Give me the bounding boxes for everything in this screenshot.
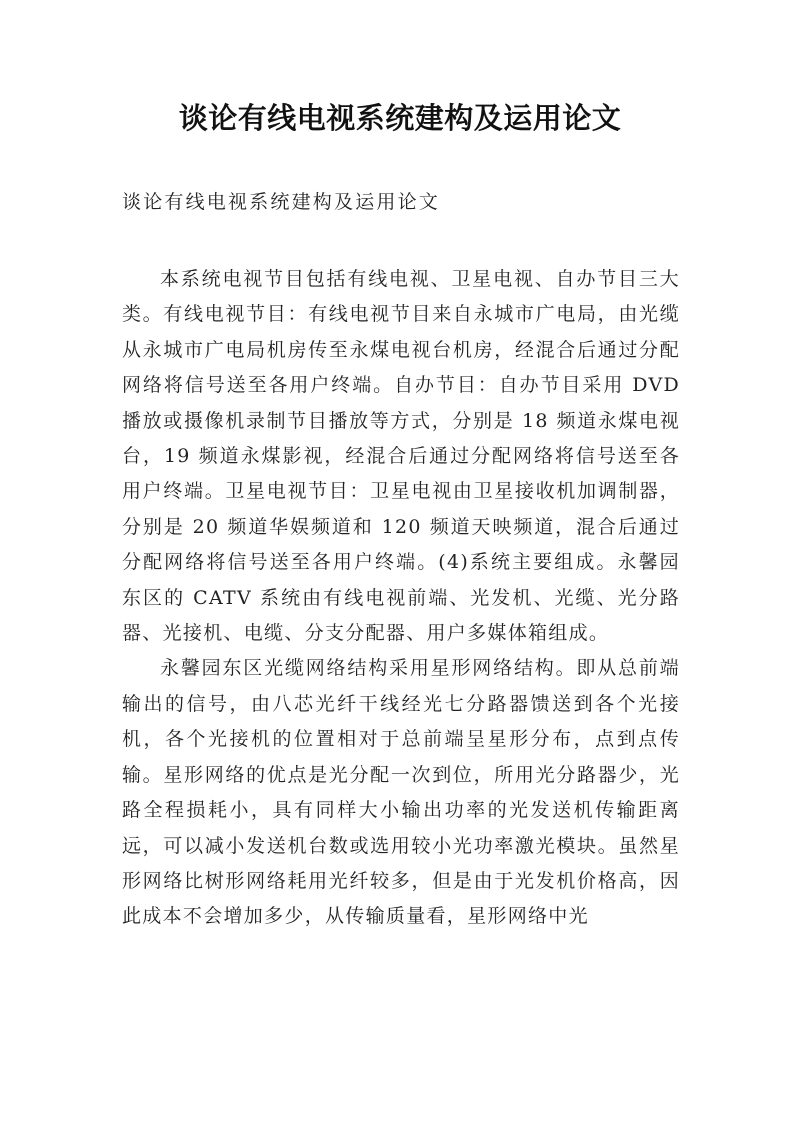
document-subtitle: 谈论有线电视系统建构及运用论文 — [122, 191, 441, 213]
body-paragraph-2: 永馨园东区光缆网络结构采用星形网络结构。即从总前端输出的信号，由八芯光纤干线经光七分路器馈送到各个光接机，各个光接机的位置相对于总前端呈星形分布，点到点传输。星形网络的优点是光分配一次到位，所用光分路器少，光路全程损耗小，具有同样大小输出功率的光发送机传输距离远，可以减小发送机台数或选用较小光功率激光模块。虽然星形网络比树形网络耗用光纤较多，但是由于光发机价格高，因此成本不会增加多少，从传输质量看，星形网络中光 — [122, 657, 680, 928]
document-title: 谈论有线电视系统建构及运用论文 — [178, 101, 622, 135]
document-body — [122, 262, 680, 935]
body-paragraph-1: 本系统电视节目包括有线电视、卫星电视、自办节目三大类。有线电视节目：有线电视节目来自永城市广电局，由光缆从永城市广电局机房传至永煤电视台机房，经混合后通过分配网络将信号送至各用户终端。自办节目：自办节目采用 DVD 播放或摄像机录制节目播放等方式，分别是 18 频道永煤电视台，19 频道永煤影视，经混合后通过分配网络将信号送至各用户终端。卫星电视节目：卫星电视由卫星接收机加调制器，分别是 20 频道华娱频道和 120 频道天映频道，混合后通过分配网络将信号送至各用户终端。(4)系统主要组成。永馨园东区的 CATV 系统由有线电视前端、光发机、光缆、光分路器、光接机、电缆、分支分配器、用户多媒体箱组成。 — [122, 268, 680, 645]
